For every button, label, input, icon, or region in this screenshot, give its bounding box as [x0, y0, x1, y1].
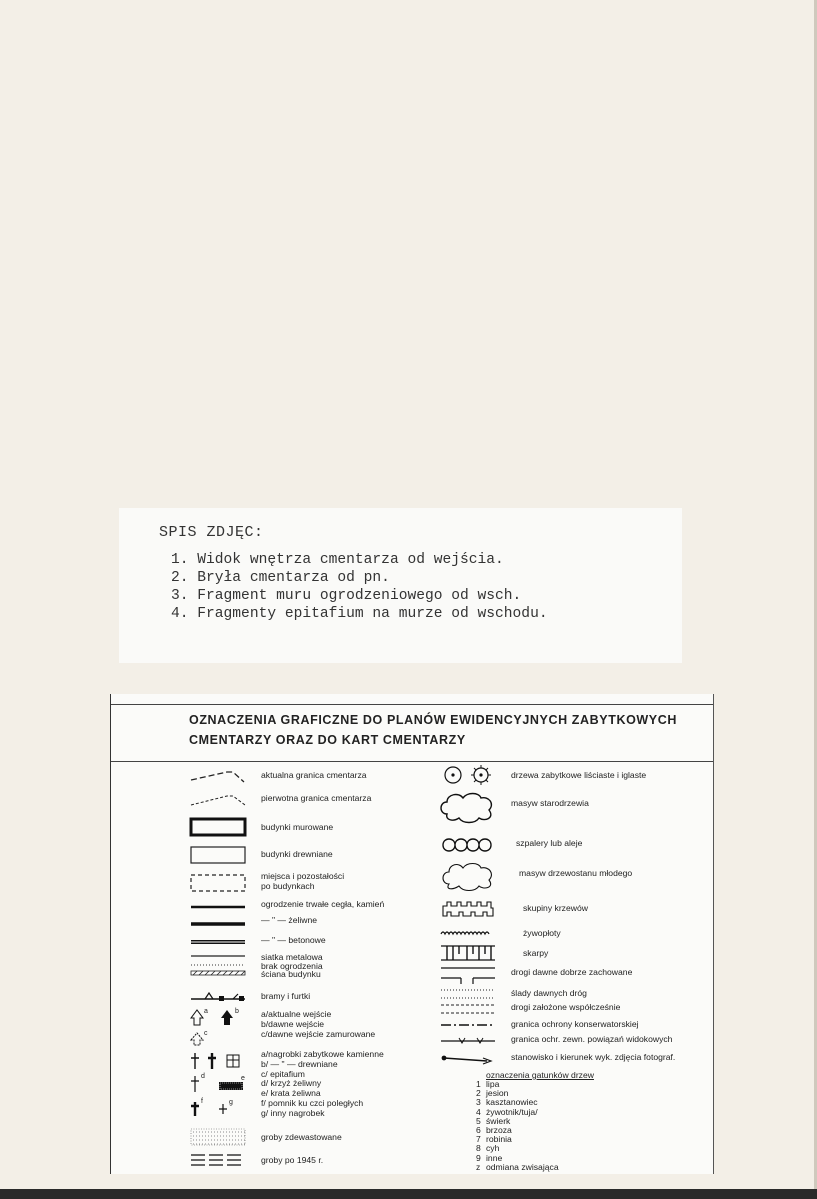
tree-species-title: oznaczenia gatunków drzew — [486, 1070, 594, 1080]
legend-label: masyw starodrzewia — [511, 798, 589, 808]
photo-list-card — [119, 508, 682, 663]
slopes-symbol — [439, 942, 499, 964]
legend-label: groby zdewastowane — [261, 1132, 342, 1142]
entrances-symbol — [189, 1008, 249, 1046]
legend-label: szpalery lub aleje — [516, 838, 583, 848]
legend-label: drzewa zabytkowe liściaste i iglaste — [511, 770, 647, 780]
photo-list-item: 3. Fragment muru ogrodzeniowego od wsch. — [171, 588, 522, 604]
legend-label: bramy i furtki — [261, 991, 311, 1001]
legend-label: miejsca i pozostałości po budynkach — [261, 871, 345, 891]
legend-label: groby po 1945 r. — [261, 1155, 324, 1165]
legend-label: żywopłoty — [523, 928, 561, 938]
symbol-letter: a — [204, 1008, 208, 1015]
old-stand-symbol — [439, 790, 499, 824]
fence-concrete-symbol — [189, 930, 249, 952]
symbol-letter: e — [241, 1075, 245, 1082]
species-row: z odmiana zwisająca — [476, 1161, 559, 1172]
old-roads-symbol — [439, 962, 499, 984]
legend-label: ogrodzenie trwałe cegła, kamień — [261, 899, 385, 909]
legend-label: skupiny krzewów — [523, 903, 588, 913]
legend-label: budynki murowane — [261, 822, 334, 832]
legend-label: budynki drewniane — [261, 849, 333, 859]
young-stand-symbol — [439, 858, 499, 892]
species-row: 2 jesion — [476, 1088, 509, 1099]
photo-list-item: 1. Widok wnętrza cmentarza od wejścia. — [171, 552, 504, 568]
symbol-letter: c — [204, 1030, 208, 1037]
legend-label: aktualna granica cmentarza — [261, 770, 367, 780]
tombstones-symbol — [189, 1049, 249, 1071]
trees-symbol — [441, 764, 501, 786]
legend-sheet — [110, 694, 714, 1174]
mesh-none-wall-symbol — [189, 951, 249, 979]
gates-symbol — [189, 986, 249, 1008]
page-bottom-edge — [0, 1189, 817, 1199]
species-row: 5 świerk — [476, 1115, 511, 1126]
legend-label: drogi dawne dobrze zachowane — [511, 967, 633, 977]
brick-building-symbol — [189, 816, 249, 838]
symbol-letter: d — [201, 1073, 205, 1080]
wooden-building-symbol — [189, 844, 249, 866]
graves-after-1945-symbol — [189, 1150, 249, 1172]
legend-label: granica ochrony konserwatorskiej — [511, 1019, 639, 1029]
legend-top-rule — [111, 704, 713, 705]
legend-label: d/ krzyż żeliwny e/ krata żeliwna f/ pomnik ku czci poległych g/ inny nagrobek — [261, 1078, 364, 1118]
legend-label: a/nagrobki zabytkowe kamienne b/ — " — drewniane c/ epitafium — [261, 1049, 384, 1079]
species-row: 4 żywotnik/tuja/ — [476, 1106, 538, 1117]
legend-title — [189, 710, 709, 750]
legend-label: granica ochr. zewn. powiązań widokowych — [511, 1034, 673, 1044]
current-boundary-symbol — [189, 766, 249, 788]
legend-title-line-1: OZNACZENIA GRAFICZNE DO PLANÓW EWIDENCYJNYCH ZABYTKOWYCH — [189, 713, 677, 727]
legend-label: skarpy — [523, 948, 549, 958]
species-row: 1 lipa — [476, 1079, 500, 1089]
symbol-letter: g — [229, 1099, 233, 1106]
alleys-symbol — [439, 834, 499, 856]
photo-position-symbol — [439, 1048, 499, 1070]
legend-label: — " — żeliwne — [261, 915, 318, 925]
photo-list — [159, 551, 682, 623]
legend-label: drogi założone współcześnie — [511, 1002, 621, 1012]
species-row: 9 inne — [476, 1152, 503, 1163]
species-row: 7 robinia — [476, 1134, 512, 1145]
symbol-letter: f — [201, 1098, 203, 1105]
legend-label: ślady dawnych dróg — [511, 988, 587, 998]
legend-label: stanowisko i kierunek wyk. zdjęcia fotograf. — [511, 1052, 676, 1062]
hedges-symbol — [439, 922, 499, 944]
devastated-graves-symbol — [189, 1126, 249, 1148]
photo-list-item: 2. Bryła cmentarza od pn. — [171, 570, 390, 586]
shrubs-symbol — [439, 898, 499, 920]
legend-label: a/aktualne wejście b/dawne wejście c/dawne wejście zamurowane — [261, 1009, 376, 1039]
species-row: 8 cyh — [476, 1143, 500, 1154]
fence-iron-symbol — [189, 908, 249, 930]
legend-label: siatka metalowa brak ogrodzenia ściana budynku — [261, 952, 323, 980]
legend-title-line-2: CMENTARZY ORAZ DO KART CMENTARZY — [189, 733, 466, 747]
legend-label: pierwotna granica cmentarza — [261, 793, 372, 803]
building-remains-symbol — [189, 872, 249, 894]
photo-list-item: 4. Fragmenty epitafium na murze od wschodu. — [171, 606, 548, 622]
legend-header-rule — [111, 761, 713, 762]
legend-label: — " — betonowe — [261, 935, 326, 945]
tree-species-list — [476, 1070, 676, 1172]
symbol-letter: b — [235, 1008, 239, 1015]
species-row: 3 kasztanowiec — [476, 1097, 538, 1108]
original-boundary-symbol — [189, 791, 249, 813]
photo-list-title: SPIS ZDJĘC: — [159, 524, 264, 541]
legend-label: masyw drzewostanu młodego — [519, 868, 633, 878]
cross-monument-symbol — [189, 1074, 249, 1118]
species-row: 6 brzoza — [476, 1124, 512, 1135]
